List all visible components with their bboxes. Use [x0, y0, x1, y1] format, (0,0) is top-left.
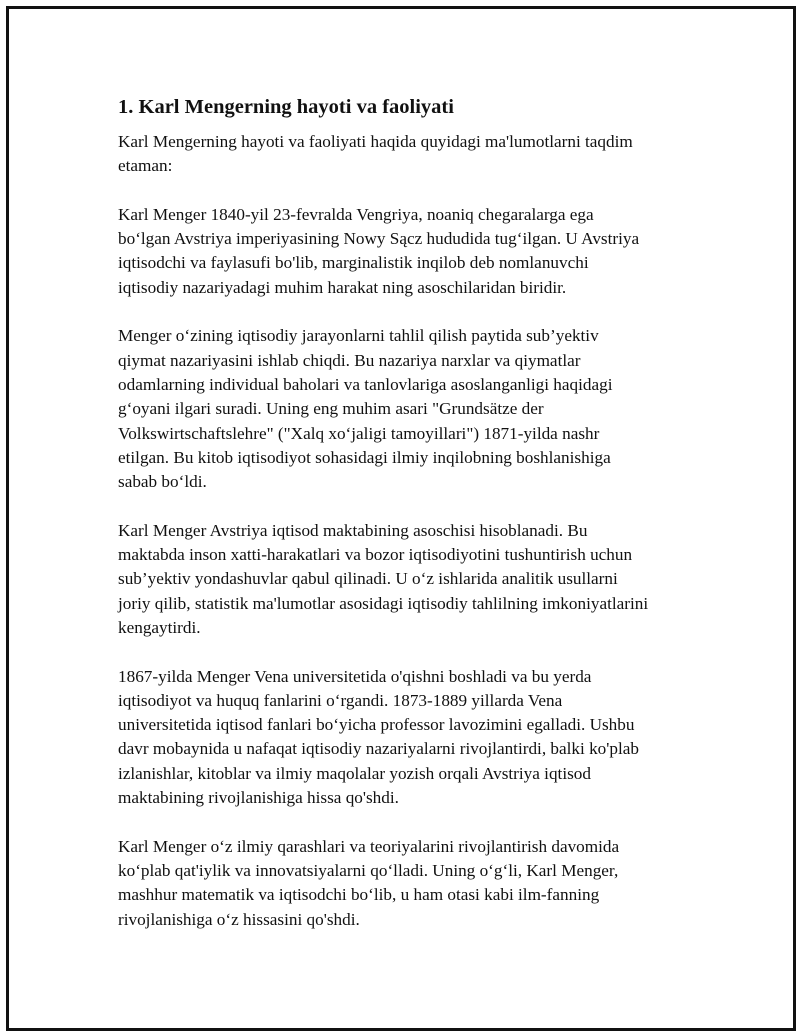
- paragraph-birth: Karl Menger 1840-yil 23-fevralda Vengriya, noaniq chegaralarga ega bo‘lgan Avstriya imperiyasining Nowy Sącz hududida tug‘ilgan. U Avstriya iqtisodchi va faylasufi bo'lib, marginalistik inqilob deb nomlanuvchi iqtisodiy nazariyadagi muhim harakat ning asoschilaridan biridir.: [118, 204, 640, 297]
- paragraph-vienna-university: 1867-yilda Menger Vena universitetida o'qishni boshladi va bu yerda iqtisodiyot va huquq fanlarini o‘rgandi. 1873-1889 yillarda Vena universitetida iqtisod fanlari bo‘yicha professor lavozimini egalladi. Ushbu davr mobaynida u nafaqat iqtisodiy nazariyalarni rivojlantirdi, balki ko'plab izlanishlar, kitoblar va ilmiy maqolalar yozish orqali Avstriya iqtisod maktabining rivojlanishiga hissa qo'shdi.: [118, 666, 639, 808]
- document-body: [118, 93, 698, 956]
- paragraph-subjective-value: Menger o‘zining iqtisodiy jarayonlarni tahlil qilish paytida sub’yektiv qiymat nazariyasini ishlab chiqdi. Bu nazariya narxlar va qiymatlar odamlarning individual baholari va tanlovlariga asoslanganligi haqidagi g‘oyani ilgari suradi. Uning eng muhim asari "Grundsätze der Volkswirtschaftslehre" ("Xalq xo‘jaligi tamoyillari") 1871-yilda nashr etilgan. Bu kitob iqtisodiyot sohasidagi ilmiy inqilobning boshlanishiga sabab bo‘ldi.: [118, 326, 613, 492]
- paragraph-intro: Karl Mengerning hayoti va faoliyati haqida quyidagi ma'lumotlarni taqdim etaman:: [118, 132, 633, 176]
- document-title: 1. Karl Mengerning hayoti va faoliyati: [118, 96, 454, 118]
- paragraph-austrian-school: Karl Menger Avstriya iqtisod maktabining asoschisi hisoblanadi. Bu maktabda inson xatti-harakatlari va bozor iqtisodiyotini tushuntirish uchun sub’yektiv yondashuvlar qabul qilinadi. U o‘z ishlarida analitik usullarni joriy qilib, statistik ma'lumotlar asosidagi iqtisodiy tahlilning imkoniyatlarini kengaytirdi.: [118, 520, 649, 637]
- paragraph-legacy: Karl Menger o‘z ilmiy qarashlari va teoriyalarini rivojlantirish davomida ko‘plab qat'iylik va innovatsiyalarni qo‘lladi. Uning o‘g‘li, Karl Menger, mashhur matematik va iqtisodchi bo‘lib, u ham otasi kabi ilm-fanning rivojlanishiga o‘z hissasini qo'shdi.: [118, 836, 620, 929]
